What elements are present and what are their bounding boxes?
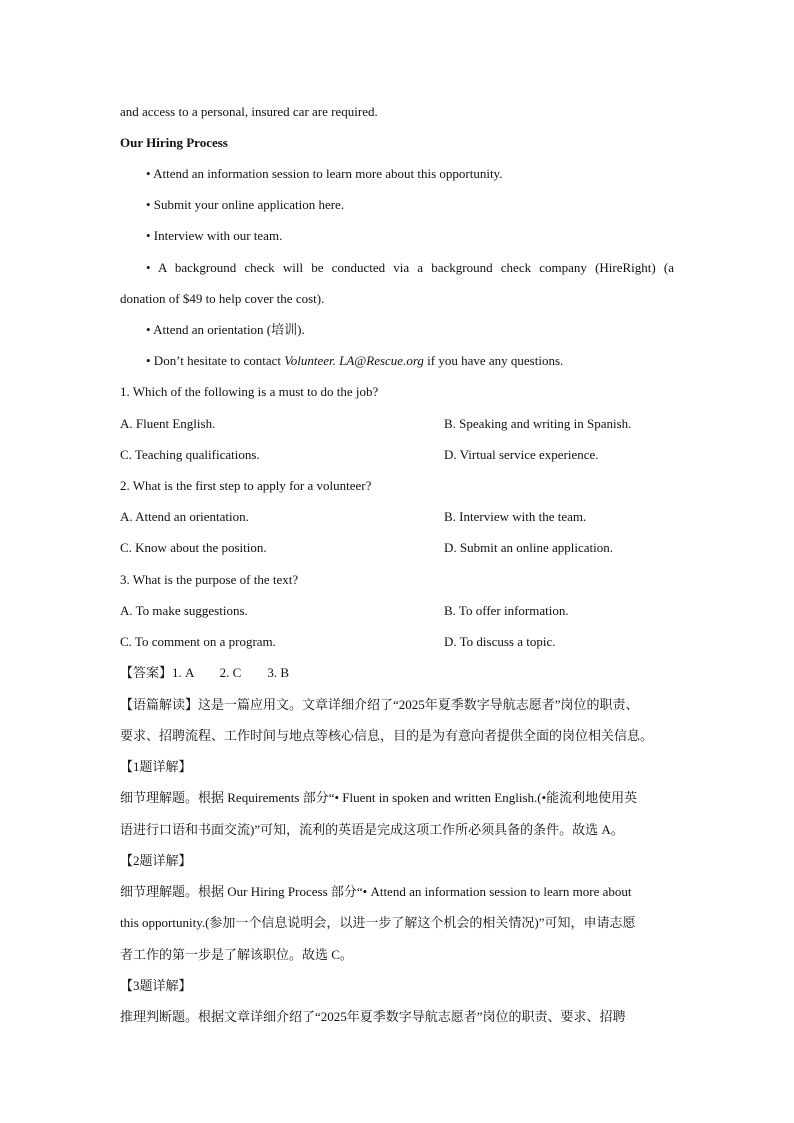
answer-key: 【答案】1. A 2. C 3. B — [120, 665, 290, 680]
hiring-step-3: • Interview with our team. — [146, 228, 283, 243]
text-line: and access to a personal, insured car are required. — [120, 104, 378, 119]
hiring-step-1: • Attend an information session to learn more about this opportunity. — [146, 166, 503, 181]
option-b: B. To offer information. — [444, 603, 569, 618]
hiring-step-6 — [146, 351, 676, 371]
option-b: B. Speaking and writing in Spanish. — [444, 416, 632, 431]
question-2: 2. What is the first step to apply for a volunteer? — [120, 478, 372, 493]
q3-explanation-heading: 【3题详解】 — [120, 978, 192, 993]
q3-explanation-line-1: 推理判断题。根据文章详细介绍了“2025年夏季数字导航志愿者”岗位的职责、要求、招聘 — [120, 1009, 626, 1024]
hiring-step-4-continued: donation of $49 to help cover the cost). — [120, 291, 325, 306]
question-3: 3. What is the purpose of the text? — [120, 572, 299, 587]
question-2-options-row-2 — [120, 538, 676, 558]
question-3-options-row-1 — [120, 601, 676, 621]
q1-explanation-line-2: 语进行口语和书面交流)”可知，流利的英语是完成这项工作所必须具备的条件。故选 A。 — [120, 822, 624, 837]
option-a: A. To make suggestions. — [120, 603, 248, 618]
contact-text-end: if you have any questions. — [423, 353, 564, 368]
question-1-options-row-1 — [120, 414, 676, 434]
option-a: A. Attend an orientation. — [120, 509, 249, 524]
q2-explanation-line-1: 细节理解题。根据 Our Hiring Process 部分“• Attend an information session to learn more about — [120, 884, 632, 899]
option-a: A. Fluent English. — [120, 416, 216, 431]
option-d: D. To discuss a topic. — [444, 634, 556, 649]
section-heading-hiring-process: Our Hiring Process — [120, 135, 228, 150]
question-1-options-row-2 — [120, 445, 676, 465]
passage-analysis-line-1: 【语篇解读】这是一篇应用文。文章详细介绍了“2025年夏季数字导航志愿者”岗位的职责、 — [120, 697, 639, 712]
hiring-step-4: • A background check will be conducted via a background check company (HireRight) (a — [146, 260, 674, 275]
question-1: 1. Which of the following is a must to do the job? — [120, 384, 379, 399]
contact-email: Volunteer. LA@Rescue.org — [284, 353, 424, 368]
q2-explanation-heading: 【2题详解】 — [120, 853, 192, 868]
q2-explanation-line-2: this opportunity.(参加一个信息说明会，以进一步了解这个机会的相关情况)”可知，申请志愿 — [120, 915, 636, 930]
hiring-step-2: • Submit your online application here. — [146, 197, 345, 212]
q2-explanation-line-3: 者工作的第一步是了解该职位。故选 C。 — [120, 947, 353, 962]
option-c: C. To comment on a program. — [120, 634, 276, 649]
question-2-options-row-1 — [120, 507, 676, 527]
q1-explanation-heading: 【1题详解】 — [120, 759, 192, 774]
contact-text: • Don’t hesitate to contact — [146, 353, 285, 368]
option-c: C. Teaching qualifications. — [120, 447, 260, 462]
option-d: D. Submit an online application. — [444, 540, 613, 555]
q1-explanation-line-1: 细节理解题。根据 Requirements 部分“• Fluent in spoken and written English.(•能流利地使用英 — [120, 790, 638, 805]
option-b: B. Interview with the team. — [444, 509, 587, 524]
option-c: C. Know about the position. — [120, 540, 267, 555]
option-d: D. Virtual service experience. — [444, 447, 599, 462]
question-3-options-row-2 — [120, 632, 676, 652]
hiring-step-5: • Attend an orientation (培训). — [146, 322, 305, 337]
passage-analysis-line-2: 要求、招聘流程、工作时间与地点等核心信息，目的是为有意向者提供全面的岗位相关信息。 — [120, 728, 654, 743]
